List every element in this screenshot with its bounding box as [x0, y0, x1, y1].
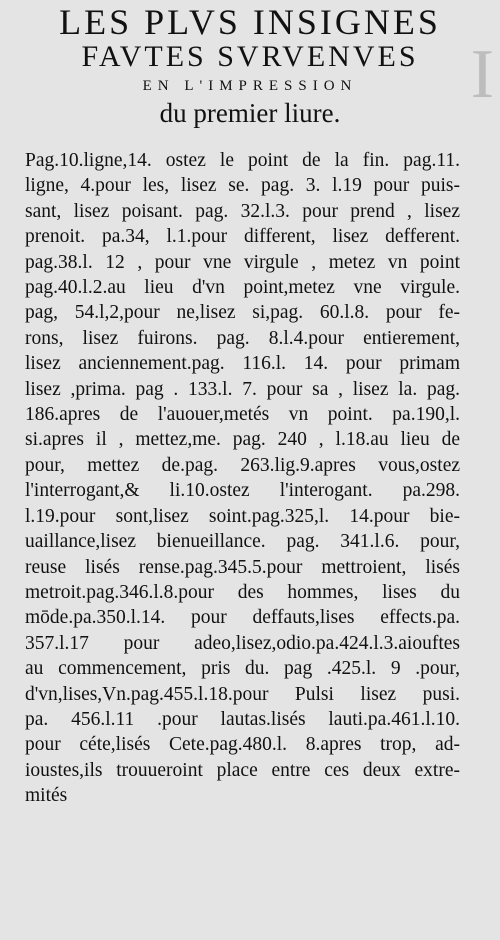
title-line-3: EN L'IMPRESSION — [142, 78, 358, 94]
text-line: ligne, 4.pour les, lisez se. pag. 3. l.19 pour puis- — [25, 175, 460, 197]
text-line: ioustes,ils trouueroint place entre ces deux extre- — [25, 759, 460, 781]
text-line: rons, lisez fuirons. pag. 8.l.4.pour entierement, — [25, 327, 460, 349]
page-header — [0, 2, 500, 130]
text-line: metroit.pag.346.l.8.pour des hommes, lises du — [25, 581, 460, 603]
text-line: si.apres il , mettez,me. pag. 240 , l.18.au lieu de — [25, 429, 460, 451]
text-line: reuse lisés rense.pag.345.5.pour mettroient, lisés — [25, 556, 460, 578]
text-line: pa. 456.l.11 .pour lautas.lisés lauti.pa.461.l.10. — [25, 708, 460, 730]
text-line: pag.38.l. 12 , pour vne virgule , metez vn point — [25, 251, 460, 273]
text-line: au commencement, pris du. pag .425.l. 9 .pour, — [25, 658, 460, 680]
text-line: lisez ,prima. pag . 133.l. 7. pour sa , lisez la. pag. — [25, 378, 460, 400]
text-line: uaillance,lisez bienueillance. pag. 341.l.6. pour, — [25, 531, 460, 553]
text-line: pour céte,lisés Cete.pag.480.l. 8.apres trop, ad- — [25, 734, 460, 756]
text-line: pag.40.l.2.au lieu d'vn point,metez vne virgule. — [25, 277, 460, 299]
text-line: l'interrogant,& li.10.ostez l'interogant. pa.298. — [25, 480, 460, 502]
text-line: l.19.pour sont,lisez soint.pag.325,l. 14.pour bie- — [25, 505, 460, 527]
text-line: d'vn,lises,Vn.pag.455.l.18.pour Pulsi lisez pusi. — [25, 683, 460, 705]
bleed-drop-cap: I — [470, 40, 494, 113]
text-line: mités — [25, 785, 68, 807]
text-line: pag, 54.l,2,pour ne,lisez si,pag. 60.l.8. pour fe- — [25, 302, 460, 324]
title-line-4: du premier liure. — [159, 98, 341, 128]
text-line: lisez anciennement.pag. 116.l. 14. pour primam — [25, 353, 460, 375]
text-line: pour, mettez de.pag. 263.lig.9.apres vous,ostez — [25, 454, 460, 476]
text-line: 186.apres de l'auouer,metés vn point. pa.190,l. — [25, 404, 460, 426]
text-line: sant, lisez poisant. pag. 32.l.3. pour prend , lisez — [25, 200, 460, 222]
text-line: 357.l.17 pour adeo,lisez,odio.pa.424.l.3.aiouftes — [25, 632, 460, 654]
text-line: mōde.pa.350.l.14. pour deffauts,lises effects.pa. — [25, 607, 460, 629]
title-line-2: FAVTES SVRVENVES — [81, 40, 419, 73]
title-line-1: LES PLVS INSIGNES — [59, 2, 441, 42]
errata-body — [25, 148, 460, 809]
text-line: Pag.10.ligne,14. ostez le point de la fin. pag.11. — [25, 150, 460, 171]
text-line: prenoit. pa.34, l.1.pour different, lisez defferent. — [25, 226, 460, 248]
